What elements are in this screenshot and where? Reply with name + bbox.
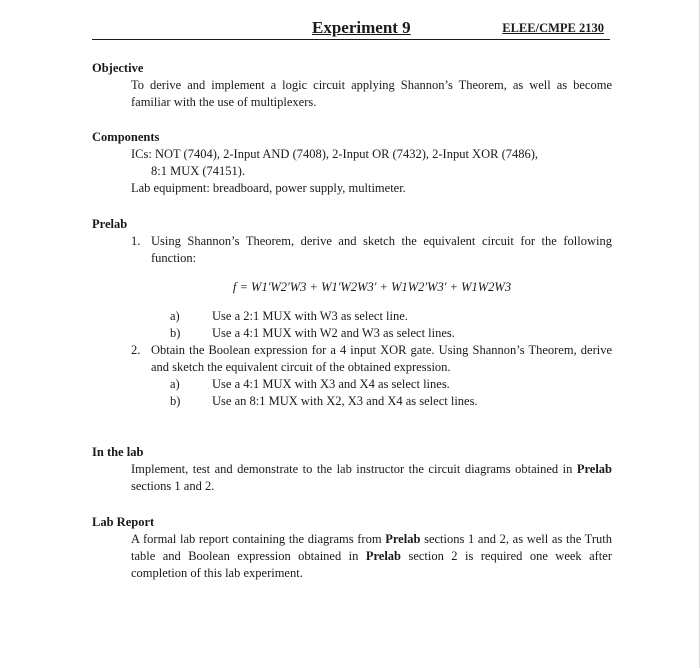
prelab-item-2a-text: Use a 4:1 MUX with X3 and X4 as select lines. — [212, 377, 450, 391]
objective-heading: Objective — [92, 61, 144, 75]
experiment-title: Experiment 9 — [312, 18, 411, 37]
course-code: ELEE/CMPE 2130 — [502, 21, 604, 35]
prelab-item-1a — [92, 308, 612, 325]
prelab-item-2-number: 2. — [131, 343, 141, 357]
prelab-item-1b — [92, 325, 612, 342]
lab-report-bold-prelab-2: Prelab — [365, 549, 402, 563]
in-the-lab-text-part2: sections 1 and 2. — [131, 479, 215, 493]
lab-report-text-part3: section 2 is required one week after completion of this lab experiment. — [131, 549, 612, 580]
in-the-lab-heading: In the lab — [92, 445, 144, 459]
prelab-item-2b — [92, 393, 612, 410]
in-the-lab-bold-prelab: Prelab — [576, 462, 612, 476]
prelab-item-1-text: Using Shannon’s Theorem, derive and sketch the equivalent circuit for the following function: — [151, 234, 612, 265]
components-ics-line2: 8:1 MUX (74151). — [151, 164, 246, 178]
in-the-lab-text-part1: Implement, test and demonstrate to the lab instructor the circuit diagrams obtained in — [131, 462, 573, 476]
prelab-item-1a-text: Use a 2:1 MUX with W3 as select line. — [212, 309, 408, 323]
components-section — [92, 129, 612, 197]
prelab-section — [92, 216, 612, 410]
prelab-item-2-text: Obtain the Boolean expression for a 4 input XOR gate. Using Shannon’s Theorem, derive and sketch the equivalent circuit of the obtained expression. — [151, 343, 612, 374]
prelab-item-2b-text: Use an 8:1 MUX with X2, X3 and X4 as select lines. — [212, 394, 478, 408]
prelab-item-1-number: 1. — [131, 234, 141, 248]
prelab-item-1b-text: Use a 4:1 MUX with W2 and W3 as select lines. — [212, 326, 455, 340]
lab-report-text — [92, 531, 612, 582]
in-the-lab-text — [92, 461, 612, 495]
prelab-item-2a-label: a) — [170, 377, 180, 391]
lab-report-text-part1: A formal lab report containing the diagrams from — [131, 532, 382, 546]
lab-report-bold-prelab-1: Prelab — [385, 532, 421, 546]
prelab-item-2b-label: b) — [170, 394, 181, 408]
prelab-item-1 — [92, 233, 612, 267]
objective-text: To derive and implement a logic circuit applying Shannon’s Theorem, as well as become familiar with the use of multiplexers. — [131, 78, 612, 109]
lab-report-section — [92, 514, 612, 582]
components-ics-line1: ICs: NOT (7404), 2-Input AND (7408), 2-Input OR (7432), 2-Input XOR (7486), — [131, 147, 539, 161]
lab-report-text-part2: sections 1 and 2, as well as the Truth table and Boolean expression obtained in — [131, 532, 613, 563]
components-lab-equipment: Lab equipment: breadboard, power supply, multimeter. — [131, 181, 406, 195]
prelab-item-1b-label: b) — [170, 326, 181, 340]
boolean-formula: f = W1'W2'W3 + W1'W2W3' + W1W2'W3' + W1W2W3 — [232, 280, 512, 294]
page-header — [92, 18, 610, 40]
prelab-item-2 — [92, 342, 612, 376]
prelab-item-1a-label: a) — [170, 309, 180, 323]
lab-report-heading: Lab Report — [92, 515, 155, 529]
in-the-lab-section — [92, 444, 612, 495]
header-rule — [92, 39, 610, 40]
objective-section — [92, 60, 612, 111]
prelab-heading: Prelab — [92, 217, 128, 231]
prelab-item-2a — [92, 376, 612, 393]
components-heading: Components — [92, 130, 160, 144]
